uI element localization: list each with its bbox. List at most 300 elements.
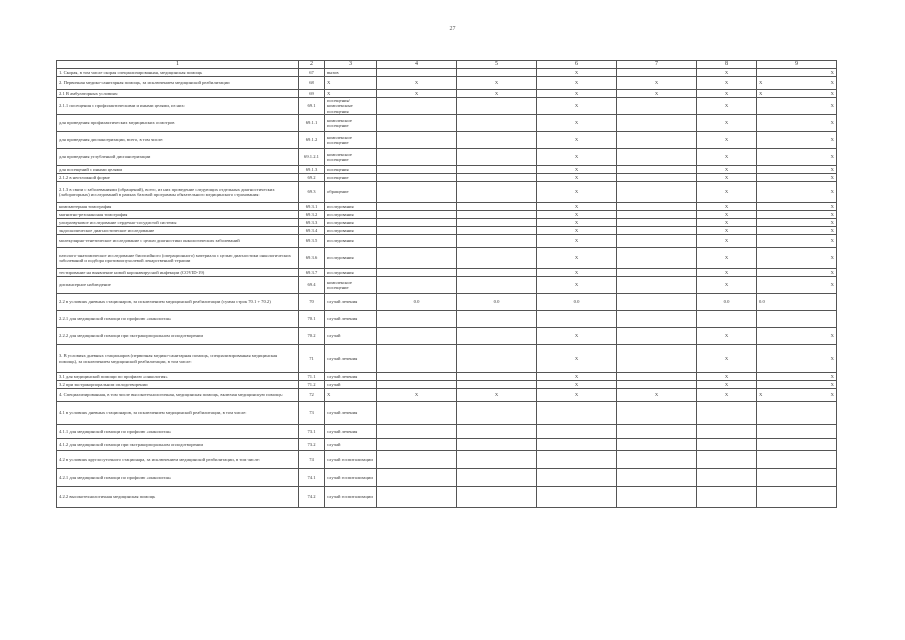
col7-cell: X (697, 149, 757, 166)
row-unit-cell: исследования (325, 235, 377, 248)
col4-cell (457, 203, 537, 211)
row-code-cell: 72 (299, 389, 325, 402)
col4-cell (457, 219, 537, 227)
table-row (57, 166, 837, 174)
col5-cell (537, 451, 617, 469)
col5-cell: X (537, 227, 617, 235)
col9-value: X (830, 137, 834, 143)
col9-value: X (830, 373, 834, 379)
col9-cell (757, 328, 837, 345)
header-row (57, 61, 837, 69)
col7-cell: X (697, 328, 757, 345)
row-unit-cell: случай лечения (325, 402, 377, 425)
row-code-cell: 69.4 (299, 277, 325, 294)
col7-cell: X (697, 90, 757, 98)
row-code-cell: 68 (299, 77, 325, 90)
col6-cell (617, 328, 697, 345)
table-row (57, 311, 837, 328)
col6-cell (617, 98, 697, 115)
col6-cell (617, 373, 697, 381)
header-cell: 8 (697, 61, 757, 69)
table-row (57, 469, 837, 487)
row-code-cell: 70.1 (299, 311, 325, 328)
row-name-cell: 4.2.1 для медицинской помощи по профилю «онкология» (57, 469, 299, 487)
header-cell: 1 (57, 61, 299, 69)
row-name-cell: для проведения углубленной диспансеризации (57, 149, 299, 166)
row-code-cell: 73 (299, 402, 325, 425)
col6-cell (617, 469, 697, 487)
table-row (57, 381, 837, 389)
row-name-cell: молекулярно-генетическое исследование с целью диагностики онкологических заболеваний (57, 235, 299, 248)
row-unit-cell: X (325, 90, 377, 98)
col3-cell (377, 203, 457, 211)
table-row (57, 294, 837, 311)
col3-cell: X (377, 90, 457, 98)
row-unit-cell: комплексное посещение (325, 149, 377, 166)
col9-cell (757, 402, 837, 425)
col4-cell (457, 373, 537, 381)
col9-cell (757, 227, 837, 235)
col5-cell (537, 425, 617, 439)
col4-cell: X (457, 90, 537, 98)
row-name-cell: для проведения профилактических медицинских осмотров (57, 115, 299, 132)
col3-cell (377, 235, 457, 248)
col9-cell (757, 277, 837, 294)
table-row (57, 389, 837, 402)
col7-cell: X (697, 98, 757, 115)
row-code-cell: 69.3.3 (299, 219, 325, 227)
col9-cell (757, 425, 837, 439)
col9-cell (757, 77, 837, 90)
table-row (57, 402, 837, 425)
col9-cell (757, 203, 837, 211)
col6-cell (617, 132, 697, 149)
row-code-cell: 69.3.4 (299, 227, 325, 235)
col9-cell (757, 439, 837, 451)
row-name-cell: ультразвуковое исследование сердечно-сосудистой системы (57, 219, 299, 227)
row-unit-cell: случай (325, 328, 377, 345)
row-name-cell: 2.2 в условиях дневных стационаров, за исключением медицинской реабилитации (сумма строк 70.1 + 70.2) (57, 294, 299, 311)
col4-cell (457, 149, 537, 166)
col9-value: X (830, 227, 834, 233)
table-row (57, 182, 837, 203)
row-code-cell: 69.1 (299, 98, 325, 115)
row-name-cell: эндоскопическое диагностическое исследование (57, 227, 299, 235)
col3-cell (377, 166, 457, 174)
col9-cell (757, 115, 837, 132)
row-unit-cell: посещение (325, 174, 377, 182)
table-row (57, 328, 837, 345)
col7-cell: X (697, 235, 757, 248)
col4-cell: 0.0 (457, 294, 537, 311)
col5-cell: X (537, 269, 617, 277)
col6-cell (617, 211, 697, 219)
col3-cell (377, 311, 457, 328)
col4-cell (457, 69, 537, 77)
col6-cell (617, 115, 697, 132)
row-unit-cell: случай лечения (325, 311, 377, 328)
col9-cell (757, 69, 837, 77)
col6-cell (617, 402, 697, 425)
col3-cell (377, 381, 457, 389)
row-name-cell: 2. Первичная медико-санитарная помощь, за исключением медицинской реабилитации (57, 77, 299, 90)
data-table (56, 60, 837, 508)
row-name-cell: 2.1.2 в неотложной форме (57, 174, 299, 182)
col7-cell: X (697, 77, 757, 90)
col4-cell (457, 328, 537, 345)
row-name-cell: компьютерная томография (57, 203, 299, 211)
col3-cell (377, 373, 457, 381)
col7-cell: X (697, 182, 757, 203)
col5-cell: X (537, 90, 617, 98)
row-code-cell: 69.1.2 (299, 132, 325, 149)
row-name-cell: для проведения диспансеризации, всего, в том числе: (57, 132, 299, 149)
row-name-cell: 3. В условиях дневных стационаров (первичная медико-санитарная помощь, специализированная медицинская помощь), за исключением медицинской реабилитации, в том числе: (57, 345, 299, 373)
col7-cell: X (697, 227, 757, 235)
row-unit-cell: случай лечения (325, 345, 377, 373)
row-name-cell: 4.2 в условиях круглосуточного стационара, за исключением медицинской реабилитации, в том числе: (57, 451, 299, 469)
col9-value: X (830, 80, 834, 86)
col8-value: X (759, 90, 763, 96)
col6-cell (617, 451, 697, 469)
row-code-cell: 74 (299, 451, 325, 469)
col8-value: 0.0 (759, 299, 765, 305)
col5-cell: X (537, 389, 617, 402)
col6-cell (617, 487, 697, 508)
row-name-cell: 4.1 в условиях дневных стационаров, за исключением медицинской реабилитации, в том числе: (57, 402, 299, 425)
col7-cell: X (697, 211, 757, 219)
col9-value: X (830, 166, 834, 172)
col5-cell: 0.0 (537, 294, 617, 311)
col5-cell: X (537, 211, 617, 219)
row-code-cell: 69.3.1 (299, 203, 325, 211)
table-row (57, 90, 837, 98)
col9-cell (757, 469, 837, 487)
table-row (57, 425, 837, 439)
col5-cell: X (537, 248, 617, 269)
header-cell: 6 (537, 61, 617, 69)
col6-cell (617, 149, 697, 166)
row-unit-cell: случай госпитализации (325, 469, 377, 487)
col3-cell (377, 115, 457, 132)
row-unit-cell: комплексное посещение (325, 115, 377, 132)
col3-cell (377, 487, 457, 508)
col4-cell (457, 402, 537, 425)
col9-cell (757, 381, 837, 389)
col4-cell (457, 425, 537, 439)
col6-cell: X (617, 77, 697, 90)
col5-cell: X (537, 149, 617, 166)
col4-cell (457, 235, 537, 248)
table-row (57, 115, 837, 132)
row-code-cell: 73.2 (299, 439, 325, 451)
col3-cell (377, 219, 457, 227)
col9-value: X (830, 211, 834, 217)
row-name-cell: 4. Специализированная, в том числе высокотехнологичная, медицинская помощь, включая медицинскую помощь: (57, 389, 299, 402)
col5-cell: X (537, 174, 617, 182)
col5-cell: X (537, 219, 617, 227)
col4-cell (457, 174, 537, 182)
row-code-cell: 70.2 (299, 328, 325, 345)
col9-cell (757, 294, 837, 311)
col9-cell (757, 269, 837, 277)
col9-cell (757, 373, 837, 381)
col7-cell (697, 311, 757, 328)
col9-value: X (830, 69, 834, 75)
row-unit-cell: случай лечения (325, 373, 377, 381)
table-row (57, 373, 837, 381)
col6-cell: X (617, 389, 697, 402)
row-name-cell: 4.2.2 высокотехнологичная медицинская помощь (57, 487, 299, 508)
col3-cell (377, 182, 457, 203)
col4-cell (457, 132, 537, 149)
col6-cell (617, 203, 697, 211)
col9-value: X (830, 219, 834, 225)
col9-cell (757, 182, 837, 203)
col6-cell (617, 269, 697, 277)
col7-cell: X (697, 345, 757, 373)
row-name-cell: 4.1.1 для медицинской помощи по профилю «онкология» (57, 425, 299, 439)
col3-cell (377, 469, 457, 487)
col5-cell (537, 487, 617, 508)
col3-cell (377, 439, 457, 451)
row-unit-cell: обращение (325, 182, 377, 203)
row-unit-cell: комплексное посещение (325, 132, 377, 149)
col7-cell (697, 439, 757, 451)
col3-cell (377, 269, 457, 277)
col7-cell: X (697, 174, 757, 182)
row-name-cell: 2.1 В амбулаторных условиях: (57, 90, 299, 98)
table-row (57, 69, 837, 77)
col5-cell: X (537, 203, 617, 211)
col9-value: X (830, 355, 834, 361)
col3-cell (377, 328, 457, 345)
table-row (57, 345, 837, 373)
row-name-cell: магнитно-резонансная томография (57, 211, 299, 219)
col4-cell (457, 269, 537, 277)
col6-cell (617, 69, 697, 77)
row-unit-cell: случай (325, 381, 377, 389)
col3-cell (377, 149, 457, 166)
col7-cell (697, 487, 757, 508)
row-code-cell: 73.1 (299, 425, 325, 439)
row-unit-cell: посещения (325, 166, 377, 174)
col5-cell (537, 402, 617, 425)
row-name-cell: 3.1 для медицинской помощи по профилю «онкология» (57, 373, 299, 381)
col3-cell (377, 211, 457, 219)
col5-cell: X (537, 115, 617, 132)
col6-cell (617, 235, 697, 248)
col9-value: X (830, 120, 834, 126)
col5-cell: X (537, 328, 617, 345)
col5-cell: X (537, 69, 617, 77)
col5-cell (537, 469, 617, 487)
col5-cell (537, 311, 617, 328)
col7-cell: X (697, 389, 757, 402)
col6-cell (617, 294, 697, 311)
col3-cell (377, 402, 457, 425)
table-row (57, 277, 837, 294)
col9-value: X (830, 174, 834, 180)
row-unit-cell: исследования (325, 211, 377, 219)
col9-cell (757, 211, 837, 219)
table-row (57, 487, 837, 508)
col5-cell: X (537, 77, 617, 90)
col9-value: X (830, 189, 834, 195)
table-row (57, 269, 837, 277)
row-code-cell: 69.1.3 (299, 166, 325, 174)
col4-cell (457, 487, 537, 508)
row-unit-cell: исследования (325, 269, 377, 277)
page-number: 27 (449, 26, 456, 32)
row-name-cell: 2.2.1 для медицинской помощи по профилю «онкология» (57, 311, 299, 328)
row-name-cell: 2.1.1 посещения с профилактическими и иными целями, из них: (57, 98, 299, 115)
row-unit-cell: случай лечения (325, 425, 377, 439)
col6-cell (617, 311, 697, 328)
col4-cell (457, 248, 537, 269)
col5-cell: X (537, 98, 617, 115)
col4-cell (457, 182, 537, 203)
col9-cell (757, 166, 837, 174)
row-code-cell: 71.2 (299, 381, 325, 389)
header-cell: 9 (757, 61, 837, 69)
col7-cell (697, 425, 757, 439)
header-cell: 4 (377, 61, 457, 69)
col9-value: X (830, 238, 834, 244)
col6-cell (617, 439, 697, 451)
col5-cell (537, 439, 617, 451)
row-unit-cell: X (325, 389, 377, 402)
row-code-cell: 69.3 (299, 182, 325, 203)
col9-cell (757, 235, 837, 248)
row-name-cell: тестирование на выявление новой коронавирусной инфекции (COVID-19) (57, 269, 299, 277)
row-unit-cell: случай госпитализации (325, 487, 377, 508)
col6-cell (617, 182, 697, 203)
row-code-cell: 69.3.6 (299, 248, 325, 269)
table-row (57, 439, 837, 451)
col9-cell (757, 90, 837, 98)
col6-cell (617, 381, 697, 389)
col3-cell (377, 132, 457, 149)
col9-cell (757, 98, 837, 115)
row-name-cell: 2.2.2 для медицинской помощи при экстракорпоральном оплодотворении (57, 328, 299, 345)
col3-cell (377, 248, 457, 269)
col6-cell: X (617, 90, 697, 98)
row-code-cell: 74.1 (299, 469, 325, 487)
col3-cell (377, 425, 457, 439)
col4-cell (457, 311, 537, 328)
col4-cell (457, 345, 537, 373)
table-row (57, 235, 837, 248)
col4-cell (457, 227, 537, 235)
col9-cell (757, 149, 837, 166)
row-unit-cell: случай (325, 439, 377, 451)
col9-value: X (830, 392, 834, 398)
col9-value: X (830, 381, 834, 387)
col6-cell (617, 345, 697, 373)
row-code-cell: 69 (299, 90, 325, 98)
col4-cell (457, 115, 537, 132)
table-row (57, 219, 837, 227)
col8-value: X (759, 80, 763, 86)
row-code-cell: 69.2 (299, 174, 325, 182)
col7-cell: X (697, 203, 757, 211)
row-code-cell: 71 (299, 345, 325, 373)
col6-cell (617, 248, 697, 269)
col9-cell (757, 174, 837, 182)
row-code-cell: 69.3.2 (299, 211, 325, 219)
col7-cell (697, 402, 757, 425)
col3-cell (377, 69, 457, 77)
table-row (57, 203, 837, 211)
col9-value: X (830, 154, 834, 160)
col9-value: X (830, 90, 834, 96)
col6-cell (617, 227, 697, 235)
col7-cell: X (697, 69, 757, 77)
col4-cell (457, 381, 537, 389)
col9-value: X (830, 103, 834, 109)
col4-cell (457, 277, 537, 294)
col5-cell: X (537, 345, 617, 373)
col9-cell (757, 132, 837, 149)
table-row (57, 132, 837, 149)
col4-cell: X (457, 389, 537, 402)
row-name-cell: диспансерное наблюдение (57, 277, 299, 294)
col5-cell: X (537, 166, 617, 174)
col7-cell: X (697, 381, 757, 389)
col7-cell: X (697, 115, 757, 132)
row-unit-cell: случай госпитализации (325, 451, 377, 469)
header-cell: 2 (299, 61, 325, 69)
table-row (57, 174, 837, 182)
header-cell: 5 (457, 61, 537, 69)
col3-cell (377, 98, 457, 115)
col9-value: X (830, 269, 834, 275)
col9-cell (757, 451, 837, 469)
col6-cell (617, 277, 697, 294)
row-name-cell: 4.1.2 для медицинской помощи при экстракорпоральном оплодотворении (57, 439, 299, 451)
col7-cell (697, 469, 757, 487)
row-code-cell: 74.2 (299, 487, 325, 508)
table-row (57, 451, 837, 469)
table-row (57, 77, 837, 90)
row-unit-cell: вызов (325, 69, 377, 77)
col9-cell (757, 487, 837, 508)
table-row (57, 98, 837, 115)
col6-cell (617, 166, 697, 174)
row-unit-cell: исследования (325, 219, 377, 227)
col9-value: X (830, 203, 834, 209)
row-unit-cell: исследования (325, 203, 377, 211)
col3-cell: X (377, 389, 457, 402)
col7-cell: 0.0 (697, 294, 757, 311)
row-unit-cell: посещения/комплексные посещения (325, 98, 377, 115)
table-row (57, 248, 837, 269)
col6-cell (617, 219, 697, 227)
col5-cell: X (537, 235, 617, 248)
col7-cell: X (697, 132, 757, 149)
col3-cell: 0.0 (377, 294, 457, 311)
col6-cell (617, 174, 697, 182)
col7-cell (697, 451, 757, 469)
col4-cell: X (457, 77, 537, 90)
col9-value: X (830, 333, 834, 339)
row-name-cell: 1. Скорая, в том числе скорая специализированная, медицинская помощь (57, 69, 299, 77)
header-cell: 7 (617, 61, 697, 69)
row-code-cell: 69.1.2.1 (299, 149, 325, 166)
col9-cell (757, 248, 837, 269)
row-unit-cell: X (325, 77, 377, 90)
